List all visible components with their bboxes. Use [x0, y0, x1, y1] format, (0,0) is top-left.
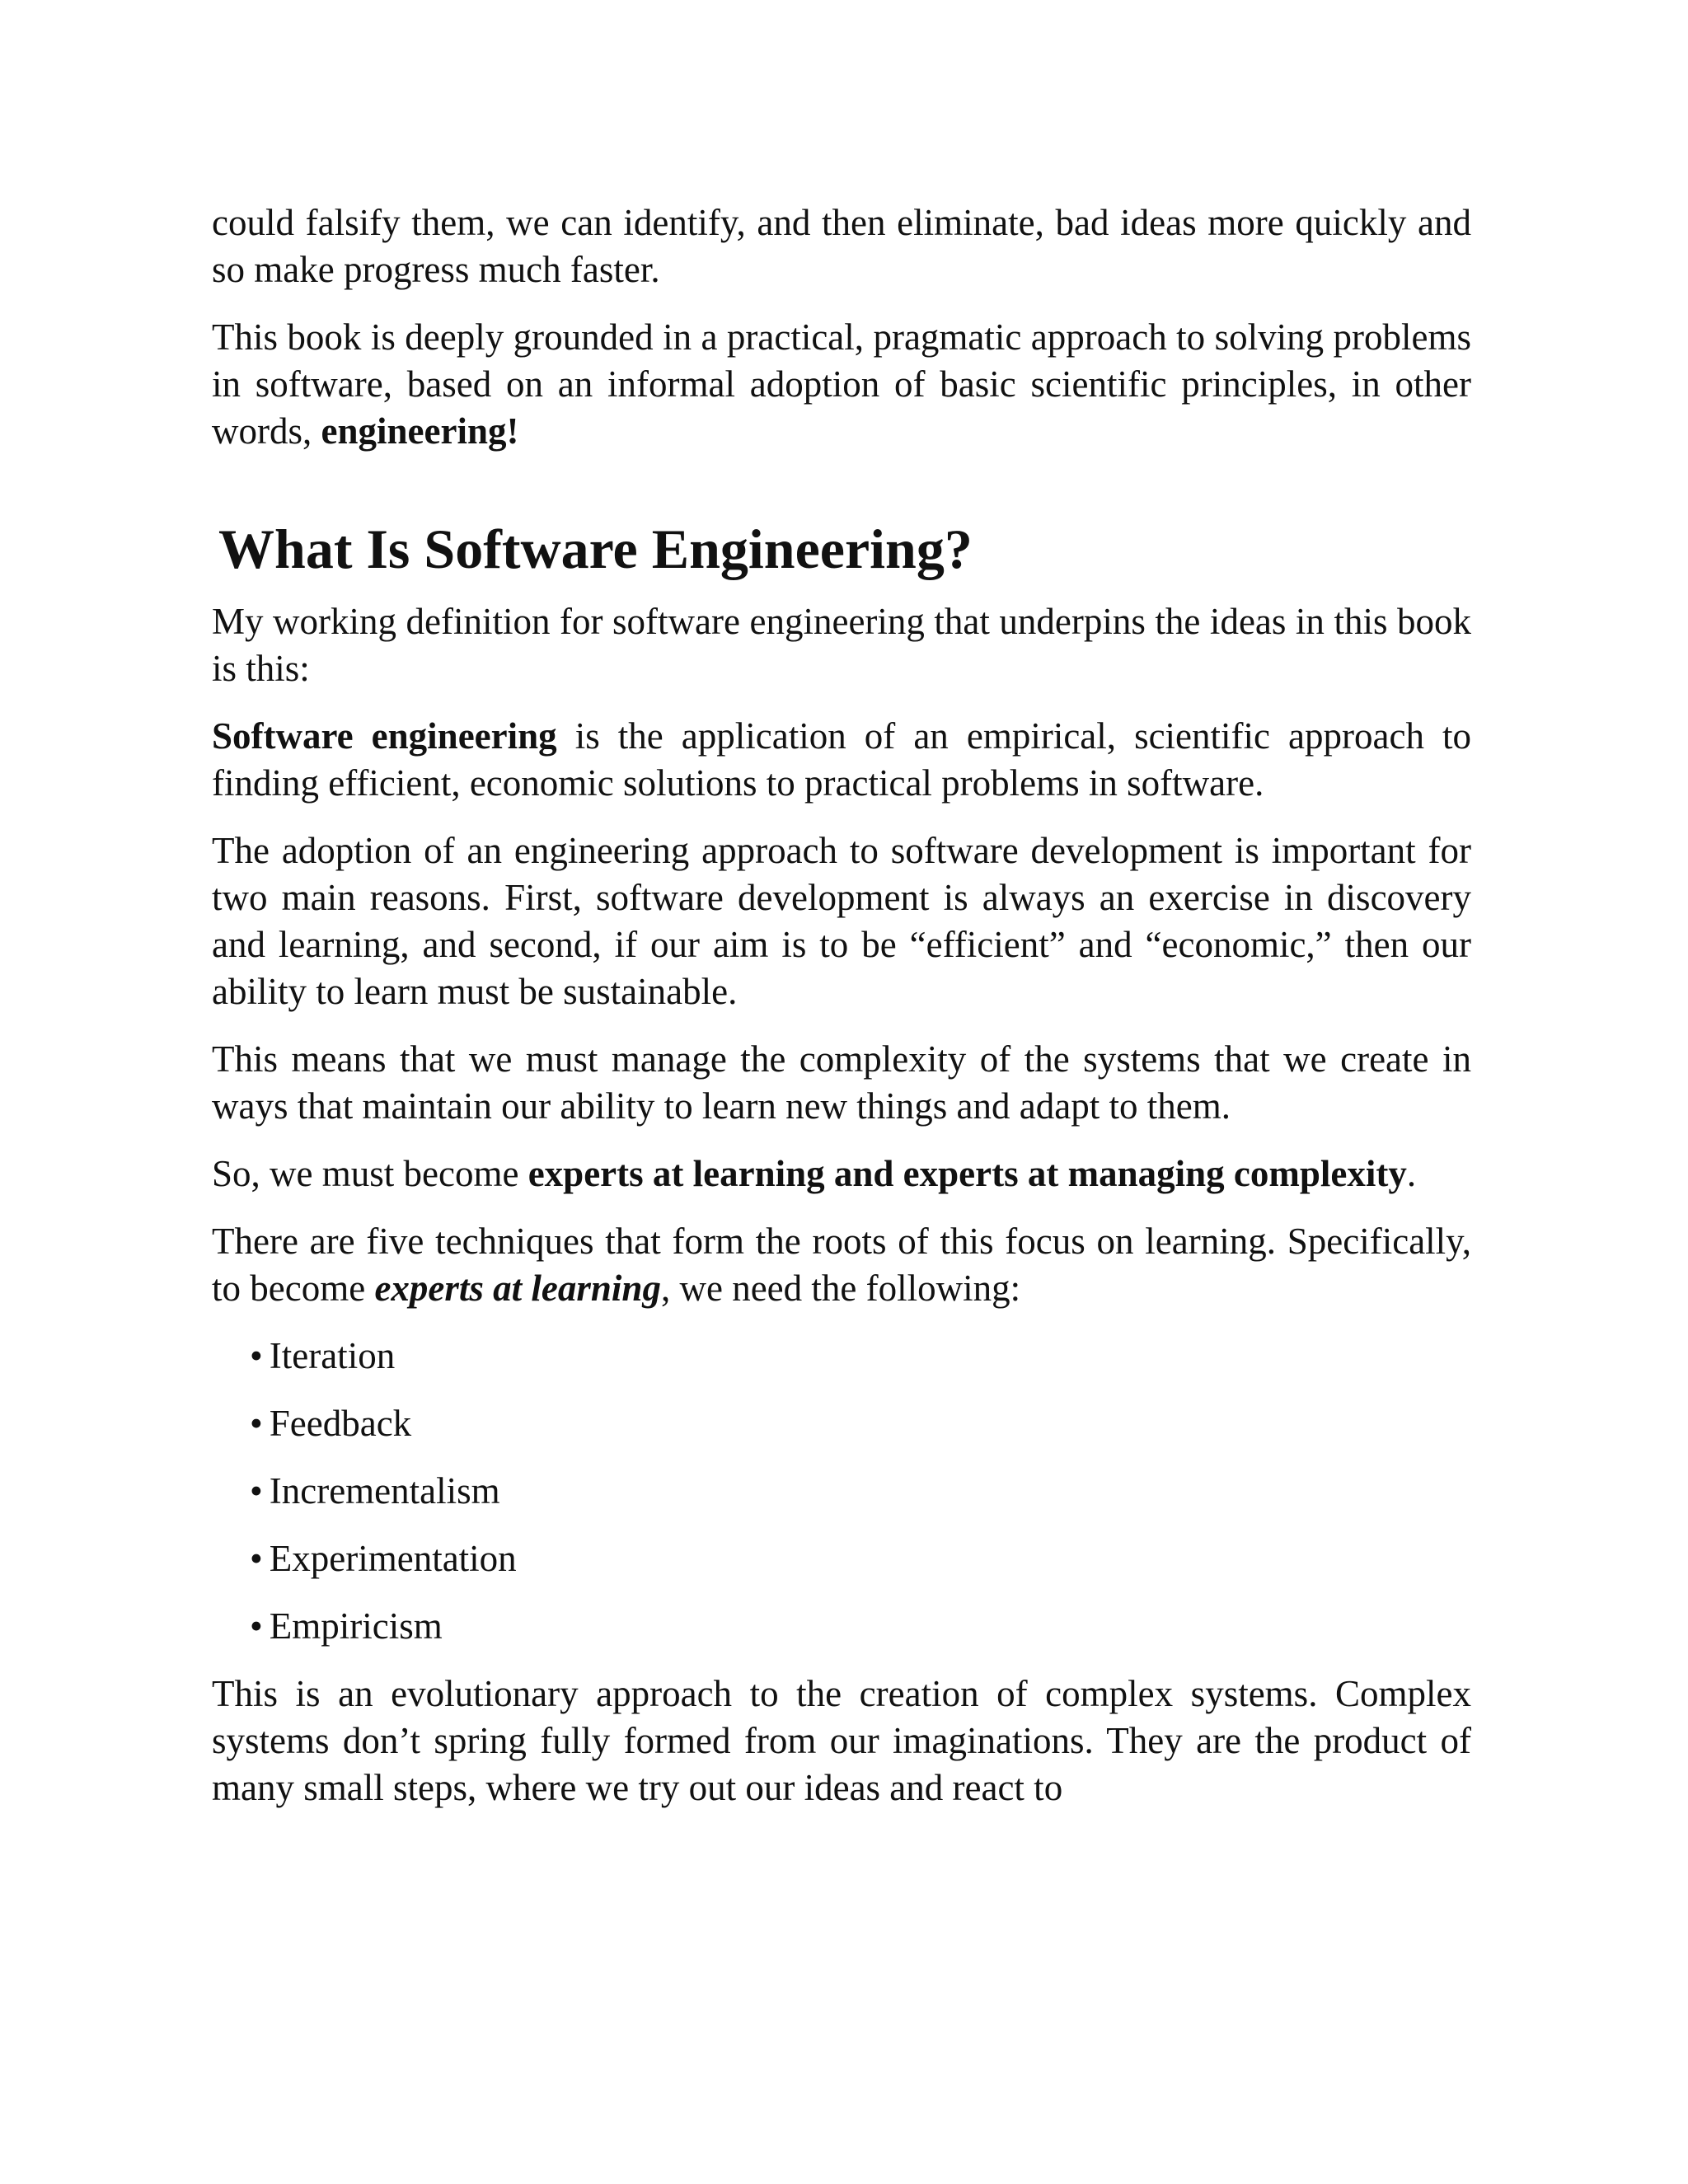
intro-paragraph-2-bold: engineering!: [321, 410, 519, 452]
paragraph-5-bold: experts at learning and experts at managing complexity: [528, 1153, 1407, 1194]
list-item: [250, 1468, 1471, 1515]
section-paragraph-3: The adoption of an engineering approach to software development is important for two main reasons. First, software development is always an exercise in discovery and learning, and second, if our aim is to be “efficient” and “economic,” then our ability to learn must be sustainable.: [212, 830, 1471, 1012]
paragraph-5-end: .: [1406, 1153, 1417, 1194]
list-item-label: Empiricism: [269, 1605, 443, 1647]
bullet-glyph: •: [250, 1605, 263, 1647]
intro-paragraph-2: [212, 314, 1471, 455]
list-item: [250, 1333, 1471, 1380]
page-content: [212, 199, 1471, 1811]
list-item-label: Iteration: [269, 1335, 396, 1376]
paragraph-6-bold-italic: experts at learning: [374, 1268, 661, 1309]
bullet-glyph: •: [250, 1538, 263, 1579]
section-paragraph-6: [212, 1218, 1471, 1312]
section-paragraph-1: My working definition for software engineering that underpins the ideas in this book is this:: [212, 601, 1471, 689]
paragraph-6-end: , we need the following:: [660, 1268, 1021, 1309]
section-heading: What Is Software Engineering?: [218, 518, 973, 580]
list-item-label: Feedback: [269, 1403, 412, 1444]
list-item-label: Incrementalism: [269, 1470, 500, 1511]
bullet-glyph: •: [250, 1470, 263, 1511]
section-paragraph-7: This is an evolutionary approach to the creation of complex systems. Complex systems don’t spring fully formed from our imaginations. They are the product of many small steps, where we try out our ideas and react to: [212, 1673, 1471, 1808]
definition-term: Software engineering: [212, 715, 557, 757]
paragraph-5-text: So, we must become: [212, 1153, 528, 1194]
list-item: [250, 1400, 1471, 1447]
bullet-glyph: •: [250, 1335, 263, 1376]
intro-paragraph-2-text: This book is deeply grounded in a practical, pragmatic approach to solving problems in software, based on an informal adoption of basic scientific principles, in other words,: [212, 316, 1471, 452]
section-paragraph-5: [212, 1151, 1471, 1197]
paragraph-6-text: There are five techniques that form the roots of this focus on learning. Specifically, to become: [212, 1221, 1471, 1309]
list-item: [250, 1603, 1471, 1650]
definition-text: is the application of an empirical, scientific approach to finding efficient, economic solutions to practical problems in software.: [212, 715, 1471, 804]
section-paragraph-4: This means that we must manage the complexity of the systems that we create in ways that maintain our ability to learn new things and adapt to them.: [212, 1038, 1471, 1127]
techniques-list: [212, 1333, 1471, 1650]
definition-paragraph: [212, 713, 1471, 807]
list-item-label: Experimentation: [269, 1538, 517, 1579]
intro-paragraph-1: could falsify them, we can identify, and then eliminate, bad ideas more quickly and so make progress much faster.: [212, 202, 1471, 290]
bullet-glyph: •: [250, 1403, 263, 1444]
list-item: [250, 1535, 1471, 1582]
